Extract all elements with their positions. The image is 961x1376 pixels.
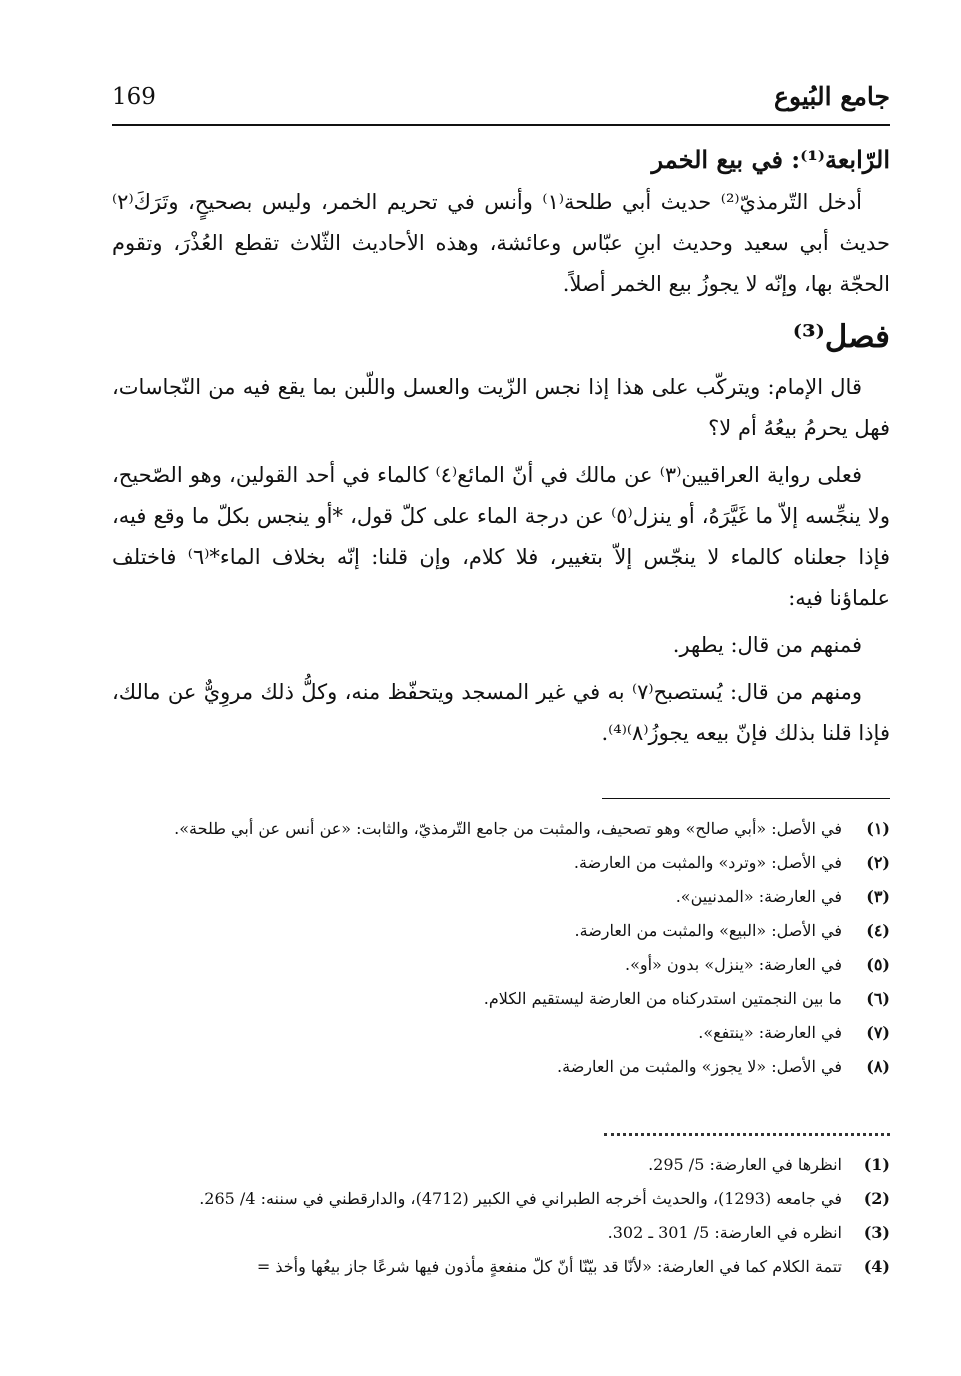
footnote-separator bbox=[602, 798, 890, 799]
footnote-text: في الأصل: «أبي صالح» وهو تصحيف، والمثبت من جامع التّرمذيّ، والثابت: «عن أنس عن أبي طلحة». bbox=[174, 819, 842, 838]
footnote-text: في الأصل: «البيع» والمثبت من العارضة. bbox=[574, 921, 842, 940]
footnote-number: (4) bbox=[863, 1257, 890, 1276]
header-rule bbox=[112, 124, 890, 126]
footnote-number: (٣) bbox=[866, 887, 890, 906]
paragraph-1: أدخل التّرمذيّ⁽²⁾ حديث أبي طلحة⁽١⁾ وأنس في تحريم الخمر، وليس بصحيحٍ، وتَرَكَ⁽٢⁾ حديث أبي سعيد وحديث ابنِ عبّاس وعائشة، وهذه الأحاديث الثّلاث تقطع العُذْرَ، وتقوم الحجّة بها، وإنّه لا يجوزُ بيع الخمر أصلاً. bbox=[112, 190, 890, 296]
footnote bbox=[112, 1018, 890, 1048]
footnote-text: في جامعه (1293)، والحديث أخرجه الطبراني في الكبير (4712)، والدارقطني في سننه: 4/ 265. bbox=[199, 1189, 842, 1208]
footnote bbox=[112, 916, 890, 946]
footnote-number: (1) bbox=[863, 1155, 890, 1174]
paragraph-3: فعلى رواية العراقيين⁽٣⁾ عن مالك في أنّ المائع⁽٤⁾ كالماء في أحد القولين، وهو الصّحيح، ولا ينجِّسه إلاّ ما غَيَّرَهُ، أو ينزل⁽٥⁾ عن درجة الماء على كلّ قول، *أو ينجس بكلّ ما وقع فيه، فإذا جعلناه كالماء لا ينجّس إلاّ بتغيير، فلا كلام، وإن قلنا: إنّه بخلاف الماء*⁽٦⁾ فاختلف علماؤنا فيه: bbox=[112, 463, 891, 610]
editor-footnotes bbox=[112, 1150, 890, 1286]
footnote-text: ما بين النجمتين استدركناه من العارضة ليستقيم الكلام. bbox=[483, 989, 842, 1008]
footnote bbox=[112, 882, 890, 912]
section-heading: الرّابعة⁽¹⁾: في بيع الخمر bbox=[651, 145, 890, 174]
footnote bbox=[112, 1052, 890, 1082]
footnote-number: (٤) bbox=[866, 921, 890, 940]
footnote-text: في الأصل: «وترد» والمثبت من العارضة. bbox=[573, 853, 842, 872]
footnote bbox=[112, 814, 890, 844]
footnote-number: (3) bbox=[863, 1223, 890, 1242]
footnote-number: (٦) bbox=[866, 989, 890, 1008]
footnote-text: تتمة الكلام كما في العارضة: «لأنّا قد بيّنّا أنّ كلّ منفعةٍ مأذون فيها شرعًا جاز بيعُها وأخذ = bbox=[256, 1257, 842, 1276]
paragraph-2: قال الإمام: ويتركّب على هذا إذا نجس الزّيت والعسل واللّبن بما يقع فيه من النّجاسات، فهل يحرمُ بيعُهُ أم لا؟ bbox=[112, 375, 890, 440]
footnote-text: انظره في العارضة: 5/ 301 ـ 302. bbox=[607, 1223, 842, 1242]
page-number: 169 bbox=[112, 84, 156, 110]
footnote bbox=[112, 1252, 890, 1282]
paragraph-5: ومنهم من قال: يُستصبح⁽٧⁾ به في غير المسجد ويتحفّظ منه، وكلُّ ذلك مروِيٌّ عن مالك، فإذا قلنا بذلك فإنّ بيعه يجوزُ⁽٨⁾⁽⁴⁾. bbox=[112, 680, 890, 745]
paragraph-4: فمنهم من قال: يطهر. bbox=[672, 633, 862, 657]
main-text bbox=[112, 138, 890, 760]
fasl-heading: فصل⁽³⁾ bbox=[792, 319, 890, 355]
footnote-text: انظرها في العارضة: 5/ 295. bbox=[648, 1155, 842, 1174]
footnote bbox=[112, 1150, 890, 1180]
footnote-number: (١) bbox=[866, 819, 890, 838]
footnote-text: في العارضة: «ينزل» بدون «أو». bbox=[625, 955, 842, 974]
footnote bbox=[112, 950, 890, 980]
footnote-number: (٢) bbox=[866, 853, 890, 872]
footnote bbox=[112, 1184, 890, 1214]
footnote-number: (2) bbox=[863, 1189, 890, 1208]
footnote-text: في العارضة: «ينتفع». bbox=[698, 1023, 842, 1042]
footnote-number: (٥) bbox=[866, 955, 890, 974]
footnote-text: في العارضة: «المدنيين». bbox=[675, 887, 842, 906]
running-header bbox=[112, 80, 890, 120]
footnote bbox=[112, 1218, 890, 1248]
footnote-number: (٨) bbox=[866, 1057, 890, 1076]
footnote bbox=[112, 984, 890, 1014]
footnote-number: (٧) bbox=[866, 1023, 890, 1042]
footnote bbox=[112, 848, 890, 878]
book-title: جامع البُيوع bbox=[774, 82, 890, 111]
footnote-text: في الأصل: «لا يجوز» والمثبت من العارضة. bbox=[557, 1057, 842, 1076]
manuscript-footnotes bbox=[112, 814, 890, 1086]
dotted-separator bbox=[604, 1133, 890, 1136]
